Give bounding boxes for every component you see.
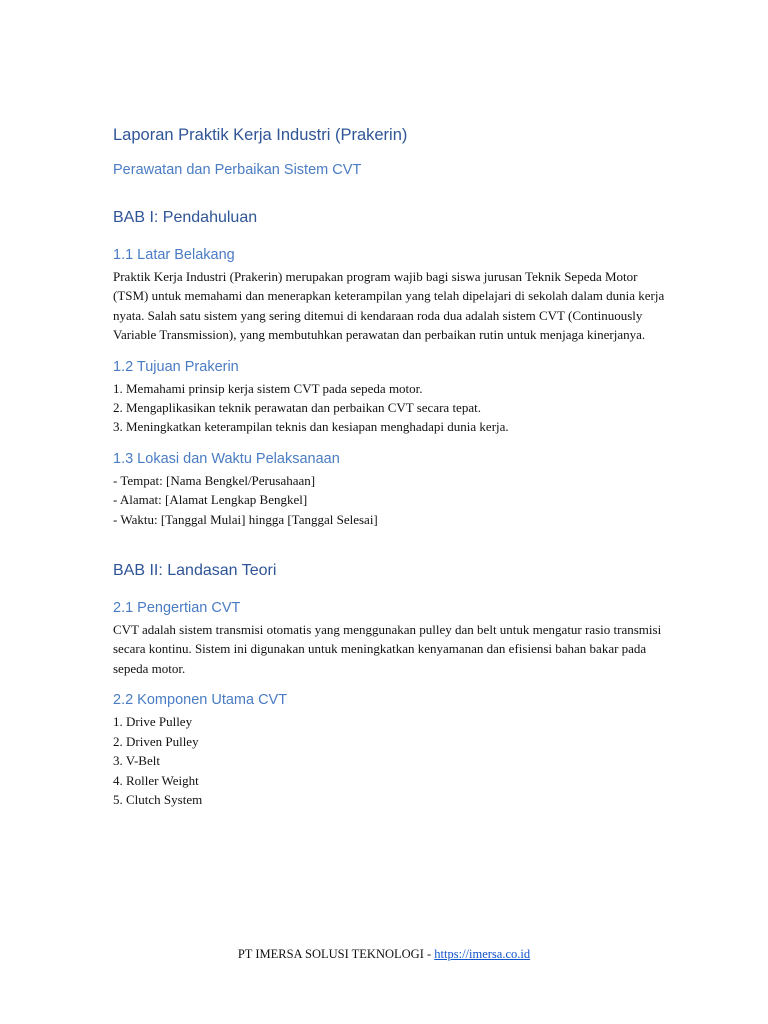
chapter-title-1: BAB I: Pendahuluan (113, 209, 258, 226)
list-item: - Tempat: [Nama Bengkel/Perusahaan] (113, 472, 316, 488)
list-item: 2. Driven Pulley (113, 733, 199, 749)
list-item: 1. Drive Pulley (113, 714, 193, 730)
location-time-list (113, 471, 673, 529)
footer-company: PT IMERSA SOLUSI TEKNOLOGI - (237, 947, 435, 961)
list-item: 1. Memahami prinsip kerja sistem CVT pada sepeda motor. (113, 380, 423, 396)
document-title: Laporan Praktik Kerja Industri (Prakerin) (113, 126, 408, 144)
section-title-2-1: 2.1 Pengertian CVT (113, 600, 241, 617)
section-title-2-2: 2.2 Komponen Utama CVT (113, 692, 288, 709)
list-item: 4. Roller Weight (113, 772, 199, 788)
section-title-1-1: 1.1 Latar Belakang (113, 247, 235, 263)
section-title-1-2: 1.2 Tujuan Prakerin (113, 358, 239, 375)
section-title-1-3: 1.3 Lokasi dan Waktu Pelaksanaan (113, 450, 340, 467)
page-footer (0, 945, 768, 963)
components-list (113, 712, 673, 809)
chapter-title-2: BAB II: Landasan Teori (113, 562, 277, 580)
list-item: 2. Mengaplikasikan teknik perawatan dan perbaikan CVT secara tepat. (113, 400, 481, 416)
list-item: - Waktu: [Tanggal Mulai] hingga [Tanggal Selesai] (113, 511, 378, 527)
document-body (113, 124, 673, 809)
objectives-list (113, 379, 673, 437)
list-item: - Alamat: [Alamat Lengkap Bengkel] (113, 492, 308, 508)
footer-website-link[interactable]: https://imersa.co.id (434, 947, 531, 961)
section-paragraph-1-1: Praktik Kerja Industri (Prakerin) merupakan program wajib bagi siswa jurusan Teknik Sepeda Motor (TSM) untuk memahami dan menerapkan keterampilan yang telah dipelajari di sekolah dalam dunia kerja nyata. Salah satu sistem yang sering ditemui di kendaraan roda dua adalah sistem CVT (Continuously Variable Transmission), yang membutuhkan perawatan dan perbaikan rutin untuk menjaga kinerjanya. (113, 269, 665, 343)
list-item: 3. V-Belt (113, 753, 160, 769)
document-subtitle: Perawatan dan Perbaikan Sistem CVT (113, 162, 362, 178)
list-item: 3. Meningkatkan keterampilan teknis dan kesiapan menghadapi dunia kerja. (113, 419, 509, 435)
section-paragraph-2-1: CVT adalah sistem transmisi otomatis yang menggunakan pulley dan belt untuk mengatur rasio transmisi secara kontinu. Sistem ini digunakan untuk meningkatkan kenyamanan dan efisiensi bahan bakar pada sepeda motor. (113, 622, 662, 676)
list-item: 5. Clutch System (113, 791, 203, 807)
